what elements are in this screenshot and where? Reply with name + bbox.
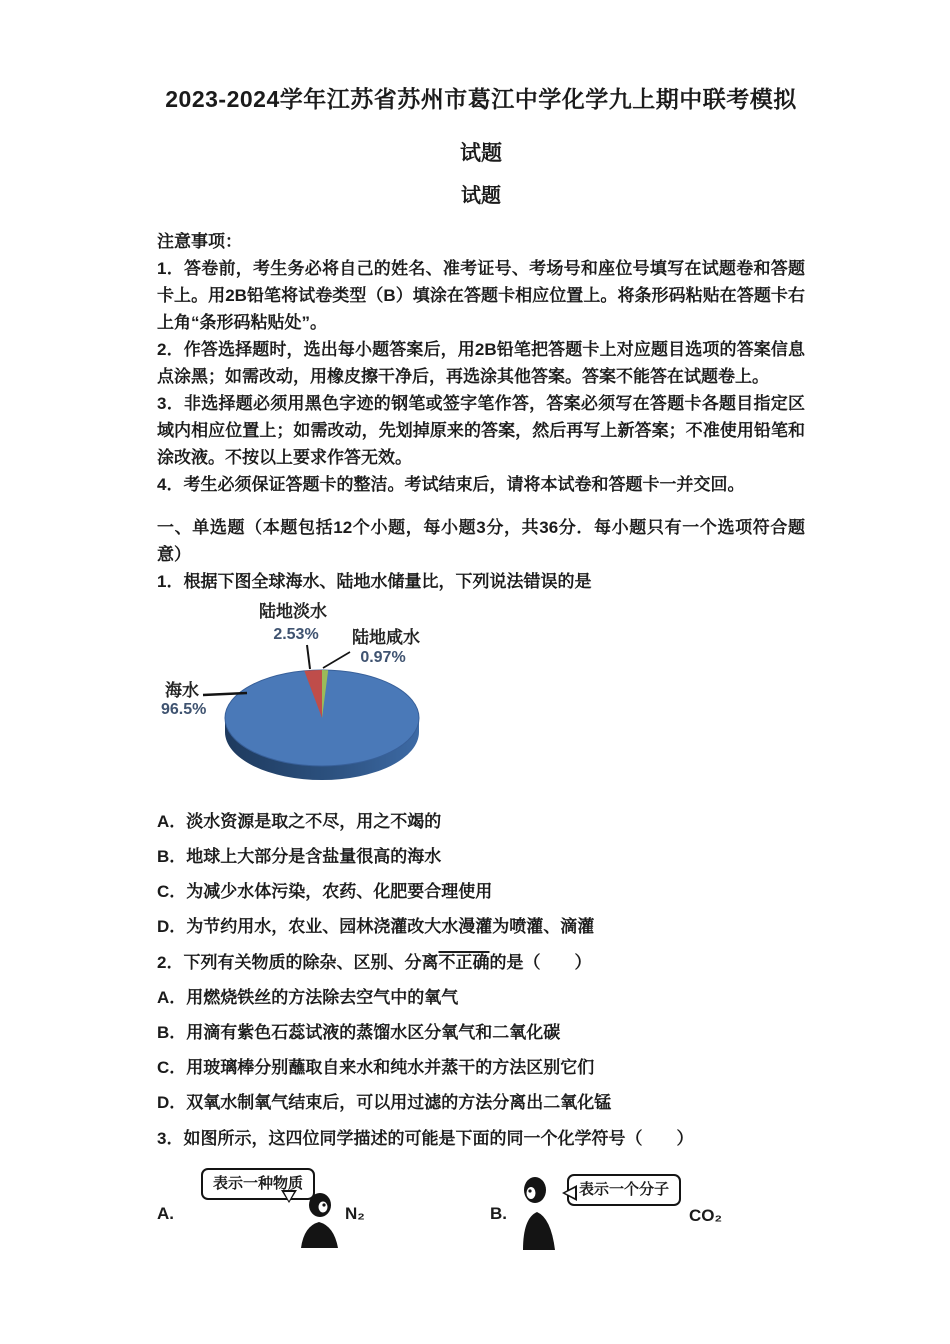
page-subtitle-2: 试题 (461, 185, 501, 207)
q3-figure-a-label: A. (157, 1204, 174, 1223)
pie-pct-saltwater: 0.97% (360, 649, 406, 666)
notice-item-2: 2．作答选择题时，选出每小题答案后，用2B铅笔把答题卡上对应题目选项的答案信息点涂黑；如需改动，用橡皮擦干净后，再选涂其他答案。答案不能答在试题卷上。 (157, 340, 805, 386)
pie-label-saltwater: 陆地咸水 (352, 628, 420, 647)
pie-pct-freshwater: 2.53% (273, 626, 319, 643)
q2-option-b: B．用滴有紫色石蕊试液的蒸馏水区分氧气和二氧化碳 (157, 1023, 561, 1042)
q2-stem-suffix: 的是（ ） (489, 953, 592, 972)
page-title: 2023-2024学年江苏省苏州市葛江中学化学九上期中联考模拟 (165, 86, 797, 112)
pie-label-freshwater: 陆地淡水 (259, 602, 327, 621)
notice-item-3: 3．非选择题必须用黑色字迹的钢笔或签字笔作答，答案必须写在答题卡各题目指定区域内相应位置上；如需改动，先划掉原来的答案，然后再写上新答案；不准使用铅笔和涂改液。不按以上要求作答无效。 (157, 394, 805, 467)
q3-figure-b-speech-bubble (567, 1174, 681, 1206)
leader-line-freshwater (307, 645, 310, 669)
q2-option-c: C．用玻璃棒分别蘸取自来水和纯水并蒸干的方法区别它们 (157, 1058, 595, 1077)
q2-option-a: A．用燃烧铁丝的方法除去空气中的氧气 (157, 988, 459, 1007)
student-person-icon (298, 1192, 340, 1248)
q3-figure-b-label: B. (490, 1204, 507, 1223)
question-1-stem: 1．根据下图全球海水、陆地水储量比，下列说法错误的是 (157, 572, 592, 591)
question-3-stem: 3．如图所示，这四位同学描述的可能是下面的同一个化学符号（ ） (157, 1129, 694, 1148)
q1-option-c: C．为减少水体污染，农药、化肥要合理使用 (157, 882, 493, 901)
question-2-stem (157, 949, 805, 976)
q3-figure-a-bubble-text: 表示一种物质 (213, 1175, 304, 1192)
notice-heading: 注意事项： (157, 232, 242, 251)
q1-option-a: A．淡水资源是取之不尽，用之不竭的 (157, 812, 442, 831)
q1-option-d: D．为节约用水，农业、园林浇灌改大水漫灌为喷灌、滴灌 (157, 917, 595, 936)
pie-chart-svg (159, 599, 499, 797)
q2-option-d: D．双氧水制氧气结束后，可以用过滤的方法分离出二氧化锰 (157, 1093, 612, 1112)
q2-stem-emphasis: 不正确 (438, 953, 490, 972)
pie-pct-seawater: 96.5% (161, 701, 207, 718)
notice-item-4: 4．考生必须保证答题卡的整洁。考试结束后，请将本试卷和答题卡一并交回。 (157, 475, 745, 494)
notice-item-1: 1．答卷前，考生务必将自己的姓名、准考证号、考场号和座位号填写在试题卷和答题卡上。用2B铅笔将试卷类型（B）填涂在答题卡相应位置上。将条形码粘贴在答题卡右上角“条形码粘贴处”。 (157, 259, 805, 332)
leader-line-saltwater (323, 652, 350, 668)
q3-figure-a-formula: N₂ (345, 1204, 365, 1223)
page-subtitle-1: 试题 (460, 142, 502, 165)
q1-option-b: B．地球上大部分是含盐量很高的海水 (157, 847, 442, 866)
q3-figure-b-bubble-text: 表示一个分子 (579, 1181, 670, 1198)
q3-figure-row (157, 1160, 805, 1276)
q3-figure-b-formula: CO₂ (689, 1206, 723, 1225)
speech-tail-icon (560, 1188, 575, 1198)
q2-stem-prefix: 2．下列有关物质的除杂、区别、分离 (157, 953, 439, 972)
page-content (157, 0, 805, 1276)
section-heading: 一、单选题（本题包括12个小题，每小题3分，共36分．每小题只有一个选项符合题意） (157, 518, 805, 564)
water-storage-pie-chart (159, 599, 499, 797)
speech-tail-icon (284, 1192, 294, 1206)
pie-label-seawater: 海水 (165, 681, 199, 700)
